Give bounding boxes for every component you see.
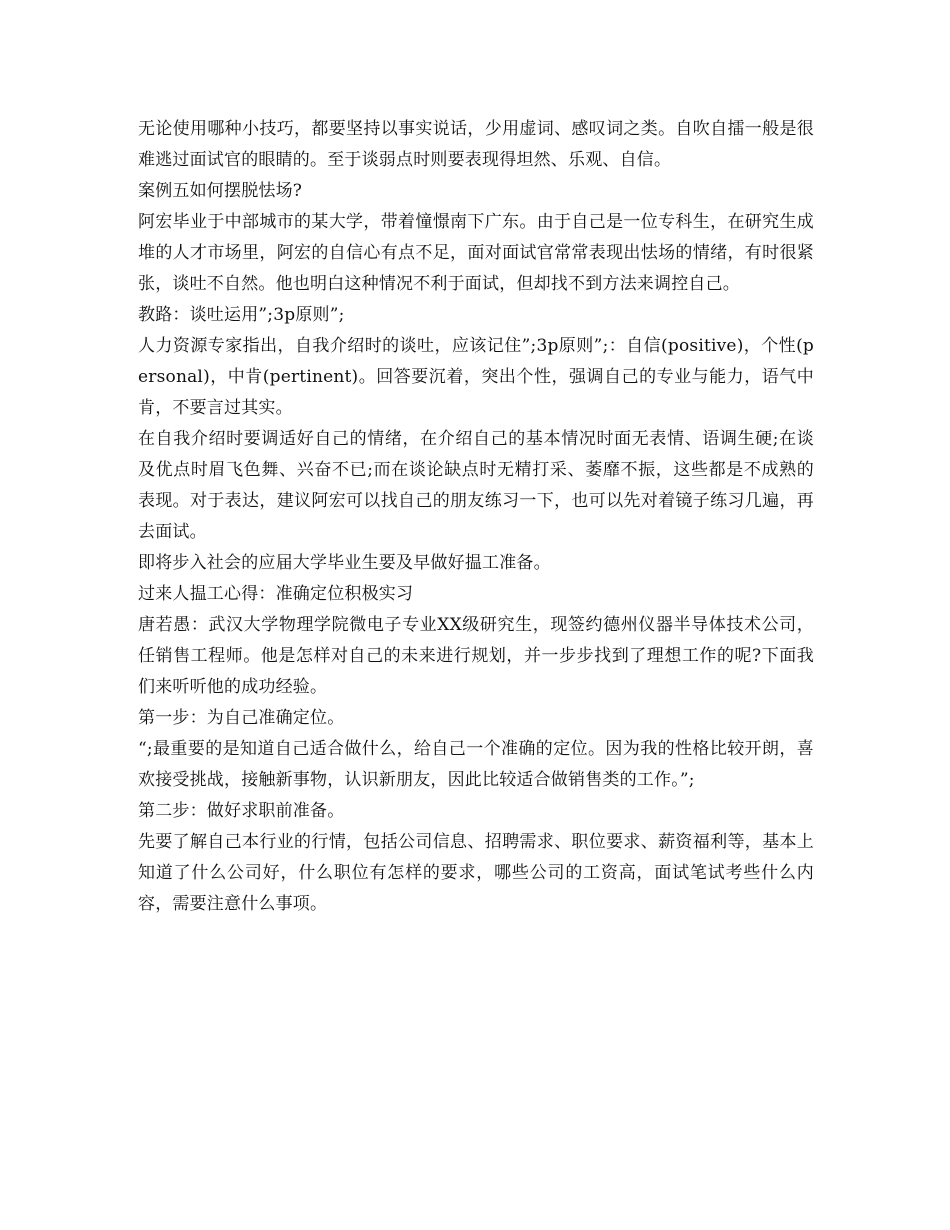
tip-heading: 教路：谈吐运用”;3p原则”;: [138, 305, 345, 325]
paragraph-graduates: 即将步入社会的应届大学毕业生要及早做好揾工准备。: [138, 553, 551, 573]
experience-heading: 过来人揾工心得：准确定位积极实习: [138, 584, 414, 604]
case-five-heading: 案例五如何摆脱怯场?: [138, 181, 303, 201]
document-body: [138, 114, 814, 920]
paragraph-intro: 无论使用哪种小技巧，都要坚持以事实说话，少用虚词、感叹词之类。自吹自擂一般是很难逃过面试官的眼睛的。至于谈弱点时则要表现得坦然、乐观、自信。: [138, 119, 814, 170]
step-one-heading: 第一步：为自己准确定位。: [138, 708, 345, 728]
paragraph-step-one-quote: “;最重要的是知道自己适合做什么，给自己一个准确的定位。因为我的性格比较开朗，喜欢接受挑战，接触新事物，认识新朋友，因此比较适合做销售类的工作。”;: [138, 739, 814, 790]
paragraph-emotion-advice: 在自我介绍时要调适好自己的情绪，在介绍自己的基本情况时面无表情、语调生硬;在谈及优点时眉飞色舞、兴奋不已;而在谈论缺点时无精打采、萎靡不振，这些都是不成熟的表现。对于表达，建议阿宏可以找自己的朋友练习一下，也可以先对着镜子练习几遍，再去面试。: [138, 429, 814, 542]
step-two-heading: 第二步：做好求职前准备。: [138, 801, 345, 821]
paragraph-3p-principle: 人力资源专家指出，自我介绍时的谈吐，应该记住”;3p原则”;：自信(positive)，个性(personal)，中肯(pertinent)。回答要沉着，突出个性，强调自己的专业与能力，语气中肯，不要言过其实。: [138, 336, 814, 418]
paragraph-step-two: 先要了解自己本行业的行情，包括公司信息、招聘需求、职位要求、薪资福利等，基本上知道了什么公司好，什么职位有怎样的要求，哪些公司的工资高，面试笔试考些什么内容，需要注意什么事项。: [138, 832, 814, 914]
paragraph-tang-ruoyu: 唐若愚：武汉大学物理学院微电子专业XX级研究生，现签约德州仪器半导体技术公司，任销售工程师。他是怎样对自己的未来进行规划，并一步步找到了理想工作的呢?下面我们来听听他的成功经验。: [138, 615, 814, 697]
paragraph-ahong-story: 阿宏毕业于中部城市的某大学，带着憧憬南下广东。由于自己是一位专科生，在研究生成堆的人才市场里，阿宏的自信心有点不足，面对面试官常常表现出怯场的情绪，有时很紧张，谈吐不自然。他也明白这种情况不利于面试，但却找不到方法来调控自己。: [138, 212, 814, 294]
